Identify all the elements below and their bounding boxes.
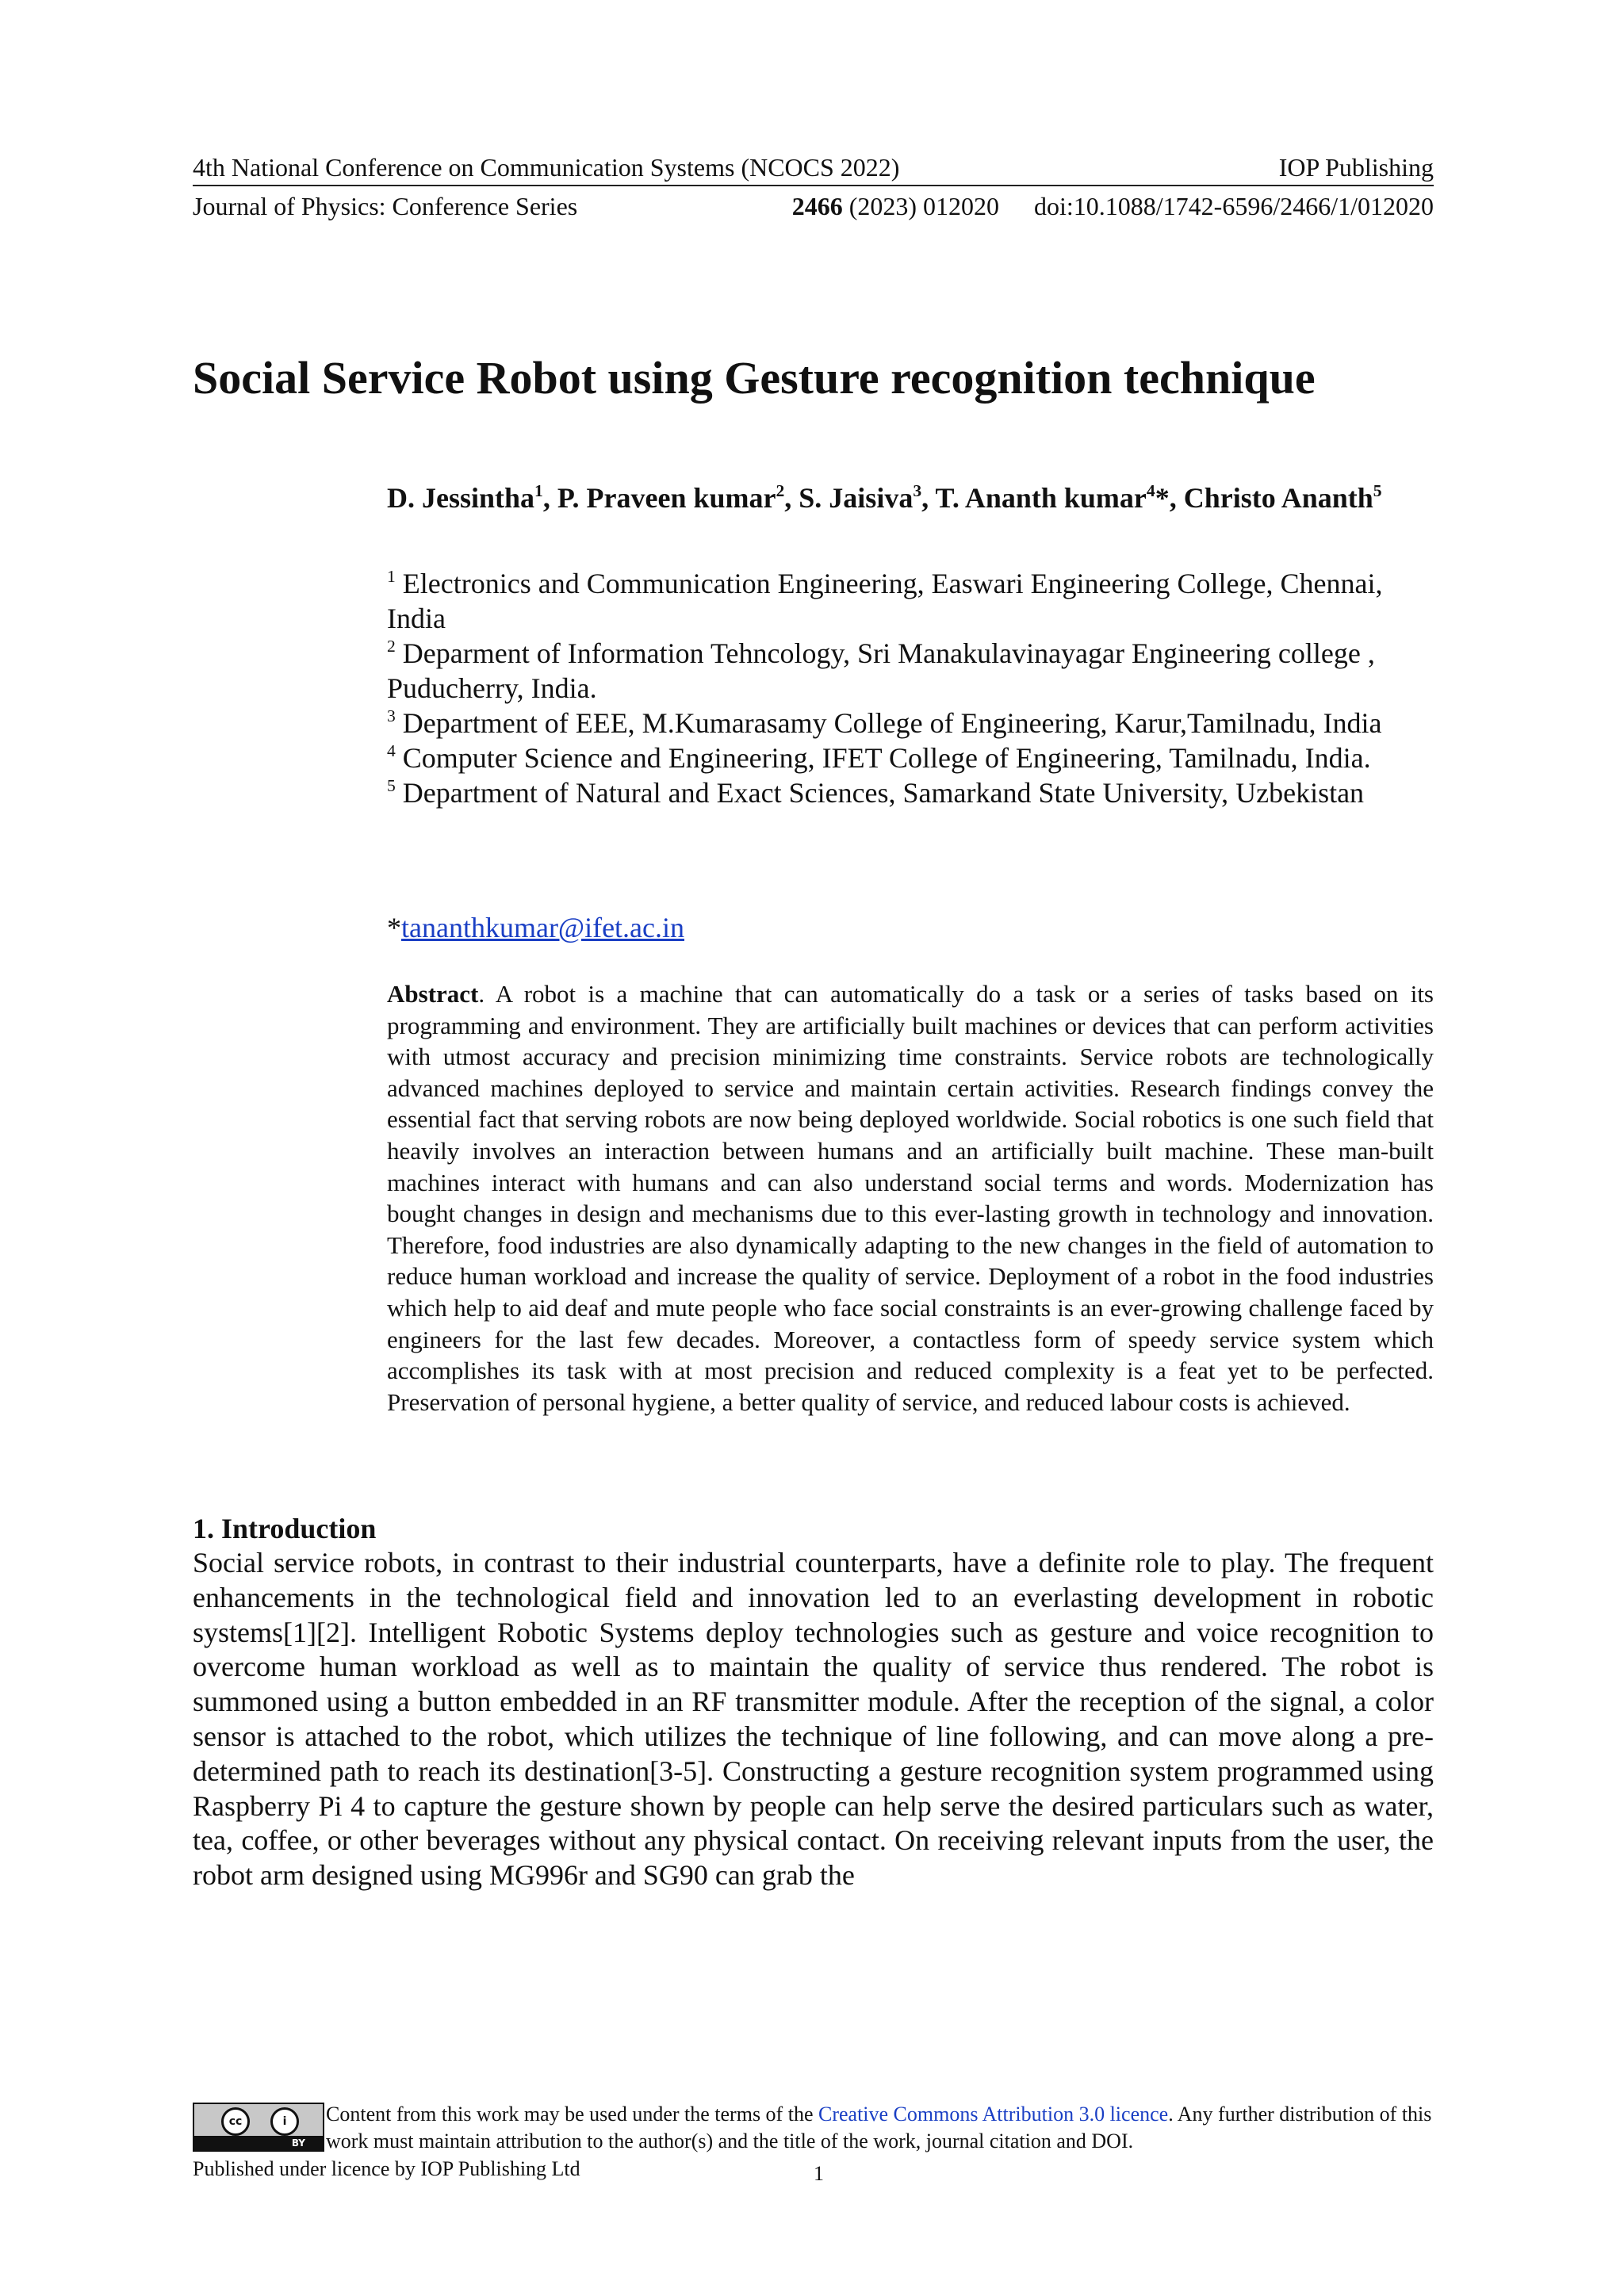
author-list — [387, 480, 1434, 515]
paper-title: Social Service Robot using Gesture recognition technique — [193, 352, 1316, 404]
author-affiliation-mark: 5 — [1373, 480, 1382, 500]
affiliation-item — [387, 775, 1434, 810]
affiliation-item — [387, 636, 1434, 706]
author-separator: , — [784, 482, 799, 514]
affiliation-text: Department of Natural and Exact Sciences, Samarkand State University, Uzbekistan — [402, 777, 1365, 809]
author-separator: , — [1169, 482, 1184, 514]
corresponding-email — [387, 910, 684, 945]
author-name: T. Ananth kumar — [935, 482, 1147, 514]
attribution-icon: i — [270, 2107, 299, 2136]
cc-icon: cc — [221, 2107, 250, 2136]
author-affiliation-mark: 1 — [534, 480, 543, 500]
abstract-label: Abstract — [387, 980, 479, 1008]
licence-link[interactable]: Creative Commons Attribution 3.0 licence — [818, 2103, 1169, 2126]
doi: doi:10.1088/1742-6596/2466/1/012020 — [1034, 192, 1434, 220]
published-under-licence: Published under licence by IOP Publishing Ltd — [193, 2157, 580, 2180]
affiliation-text: Electronics and Communication Engineering, Easwari Engineering College, Chennai, India — [387, 568, 1383, 634]
author-separator: , — [921, 482, 936, 514]
abstract — [387, 978, 1434, 1418]
cc-badge-top — [194, 2104, 323, 2136]
author-name: D. Jessintha — [387, 482, 535, 514]
affiliation-number: 4 — [387, 740, 396, 760]
affiliation-item — [387, 740, 1434, 775]
author-name: S. Jaisiva — [799, 482, 914, 514]
by-label: BY — [291, 2137, 305, 2149]
email-link[interactable]: tananthkumar@ifet.ac.in — [401, 912, 685, 943]
abstract-text: . A robot is a machine that can automatically do a task or a series of tasks based on its programming and environment. They are artificially built machines or devices that can perform activities with utmost accuracy and precision minimizing time constraints. Service robots are technologically advanced machines deployed to service and maintain certain activities. Research findings convey the essential fact that serving robots are now being deployed worldwide. Social robotics is one such field that heavily involves an interaction between humans and an artificially built machine. These man-built machines interact with humans and can also understand social terms and words. Modernization has bought changes in design and mechanisms due to this ever-lasting growth in technology and innovation. Therefore, food industries are also dynamically adapting to the new changes in the field of automation to reduce human workload and increase the quality of service. Deployment of a robot in the food industries which help to aid deaf and mute people who face social constraints is an ever-growing challenge faced by engineers for the last few decades. Moreover, a contactless form of speedy service system which accomplishes its task with at most precision and reduced complexity is a feat yet to be perfected. Preservation of personal hygiene, a better quality of service, and reduced labour costs is achieved. — [387, 980, 1434, 1416]
affiliation-item — [387, 706, 1434, 740]
licence-text — [326, 2101, 1436, 2155]
affiliation-number: 5 — [387, 775, 396, 795]
introduction-text: Social service robots, in contrast to their industrial counterparts, have a definite role to play. The frequent enhancements in the technological field and innovation led to an everlasting development in robotic systems[1][2]. Intelligent Robotic Systems deploy technologies such as gesture and voice recognition to overcome human workload as well as to maintain the quality of service thus rendered. The robot is summoned using a button embedded in an RF transmitter module. After the reception of the signal, a color sensor is attached to the robot, which utilizes the technique of line following, and can move along a pre-determined path to reach its destination[3-5]. Constructing a gesture recognition system programmed using Raspberry Pi 4 to capture the gesture shown by people can help serve the desired particulars such as water, tea, coffee, or other beverages without any physical contact. On receiving relevant inputs from the user, the robot arm designed using MG996r and SG90 can grab the — [193, 1547, 1434, 1892]
licence-post: . Any further distribution of this work must maintain attribution to the author(s) and the title of the work, journal citation and DOI. — [326, 2103, 1432, 2152]
publisher-name: IOP Publishing — [1278, 153, 1434, 182]
author-affiliation-mark: 4 — [1146, 480, 1155, 500]
author-affiliation-mark: 3 — [913, 480, 922, 500]
conference-name: 4th National Conference on Communication Systems (NCOCS 2022) — [193, 153, 900, 182]
affiliation-number: 1 — [387, 566, 396, 586]
section-heading-introduction: 1. Introduction — [193, 1513, 377, 1544]
author-separator: , — [542, 482, 557, 514]
affiliation-item — [387, 566, 1434, 636]
year-article: (2023) 012020 — [848, 192, 999, 220]
affiliation-text: Computer Science and Engineering, IFET College of Engineering, Tamilnadu, India. — [402, 742, 1371, 774]
volume-info — [792, 191, 999, 221]
licence-pre: Content from this work may be used under the terms of the — [326, 2103, 814, 2126]
author-affiliation-mark: 2 — [776, 480, 785, 500]
corresponding-author-mark: * — [1155, 482, 1170, 514]
page-number: 1 — [814, 2162, 824, 2185]
cc-by-badge[interactable] — [193, 2103, 324, 2152]
journal-name: Journal of Physics: Conference Series — [193, 192, 578, 220]
affiliation-number: 3 — [387, 706, 396, 725]
affiliation-text: Department of EEE, M.Kumarasamy College of Engineering, Karur,Tamilnadu, India — [402, 707, 1382, 739]
author-name: Christo Ananth — [1183, 482, 1373, 514]
affiliation-list — [387, 566, 1434, 810]
volume-number: 2466 — [791, 192, 843, 220]
running-header-bottom — [193, 191, 1434, 221]
running-header-top — [193, 152, 1434, 182]
author-name: P. Praveen kumar — [557, 482, 776, 514]
email-prefix: * — [387, 912, 401, 943]
affiliation-text: Deparment of Information Tehncology, Sri Manakulavinayagar Engineering college , Puducherry, India. — [387, 637, 1375, 704]
header-rule — [193, 185, 1434, 186]
affiliation-number: 2 — [387, 636, 396, 656]
